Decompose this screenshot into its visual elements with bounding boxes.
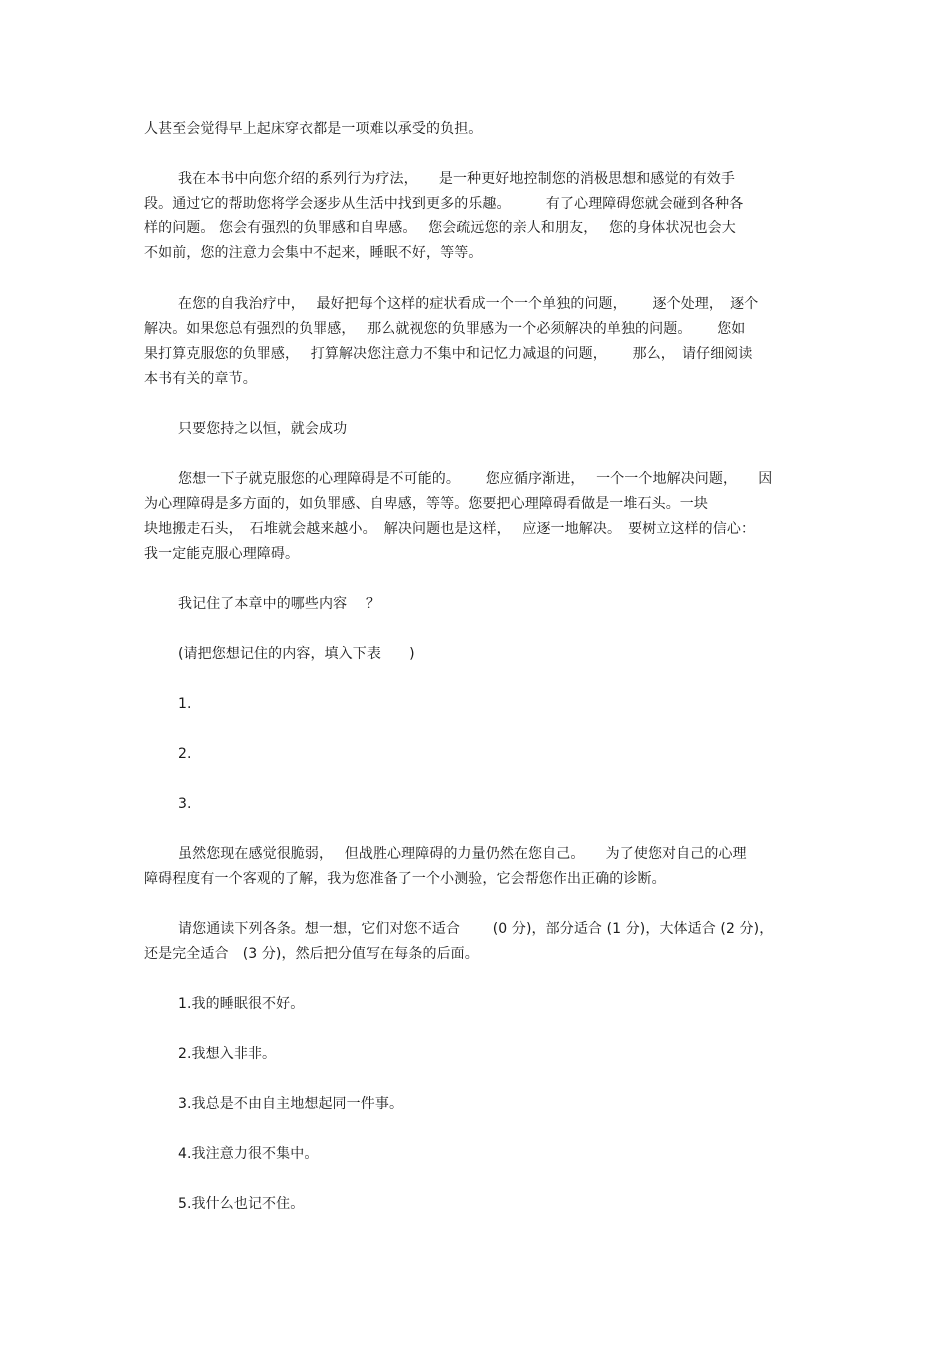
text-line: 虽然您现在感觉很脆弱， 但战胜心理障碍的力量仍然在您自己。 为了使您对自己的心理 xyxy=(178,846,747,862)
test-item: 2.我想入非非。 xyxy=(178,1046,277,1062)
review-question: 我记住了本章中的哪些内容 ？ xyxy=(178,596,380,612)
test-item: 1.我的睡眠很不好。 xyxy=(178,996,305,1012)
text-line: 果打算克服您的负罪感， 打算解决您注意力不集中和记忆力减退的问题， 那么， 请仔细阅读 xyxy=(144,346,753,362)
text-line: 样的问题。 您会有强烈的负罪感和自卑感。 您会疏远您的亲人和朋友， 您的身体状况也会大 xyxy=(144,220,736,236)
text-line: 解决。如果您总有强烈的负罪感， 那么就视您的负罪感为一个必须解决的单独的问题。 您如 xyxy=(144,321,746,337)
review-instruction: (请把您想记住的内容，填入下表 ) xyxy=(178,646,415,662)
text-line: 请您通读下列各条。想一想，它们对您不适合 (0 分)，部分适合 (1 分)，大体适合 (2 分)， xyxy=(178,921,774,937)
list-item: 3. xyxy=(178,796,192,812)
text-line: 还是完全适合 (3 分)，然后把分值写在每条的后面。 xyxy=(144,946,479,962)
text-line: 障碍程度有一个客观的了解，我为您准备了一个小测验，它会帮您作出正确的诊断。 xyxy=(144,871,666,887)
test-item: 5.我什么也记不住。 xyxy=(178,1196,305,1212)
text-line: 块地搬走石头， 石堆就会越来越小。 解决问题也是这样， 应逐一地解决。 要树立这样的信心： xyxy=(144,521,756,537)
section-heading: 只要您持之以恒，就会成功 xyxy=(178,421,348,437)
text-line: 人甚至会觉得早上起床穿衣都是一项难以承受的负担。 xyxy=(144,121,483,137)
test-item: 4.我注意力很不集中。 xyxy=(178,1146,319,1162)
text-line: 在您的自我治疗中， 最好把每个这样的症状看成一个一个单独的问题， 逐个处理， 逐个 xyxy=(178,296,759,312)
list-item: 2. xyxy=(178,746,192,762)
text-line: 段。通过它的帮助您将学会逐步从生活中找到更多的乐趣。 有了心理障碍您就会碰到各种各 xyxy=(144,196,744,212)
test-item: 3.我总是不由自主地想起同一件事。 xyxy=(178,1096,404,1112)
text-line: 我一定能克服心理障碍。 xyxy=(144,546,300,562)
text-line: 为心理障碍是多方面的，如负罪感、自卑感，等等。您要把心理障碍看做是一堆石头。一块 xyxy=(144,496,708,512)
list-item: 1. xyxy=(178,696,192,712)
text-line: 不如前，您的注意力会集中不起来，睡眠不好，等等。 xyxy=(144,245,483,261)
text-line: 您想一下子就克服您的心理障碍是不可能的。 您应循序渐进， 一个一个地解决问题， 因 xyxy=(178,471,773,487)
text-line: 本书有关的章节。 xyxy=(144,371,257,387)
text-line: 我在本书中向您介绍的系列行为疗法， 是一种更好地控制您的消极思想和感觉的有效手 xyxy=(178,171,735,187)
